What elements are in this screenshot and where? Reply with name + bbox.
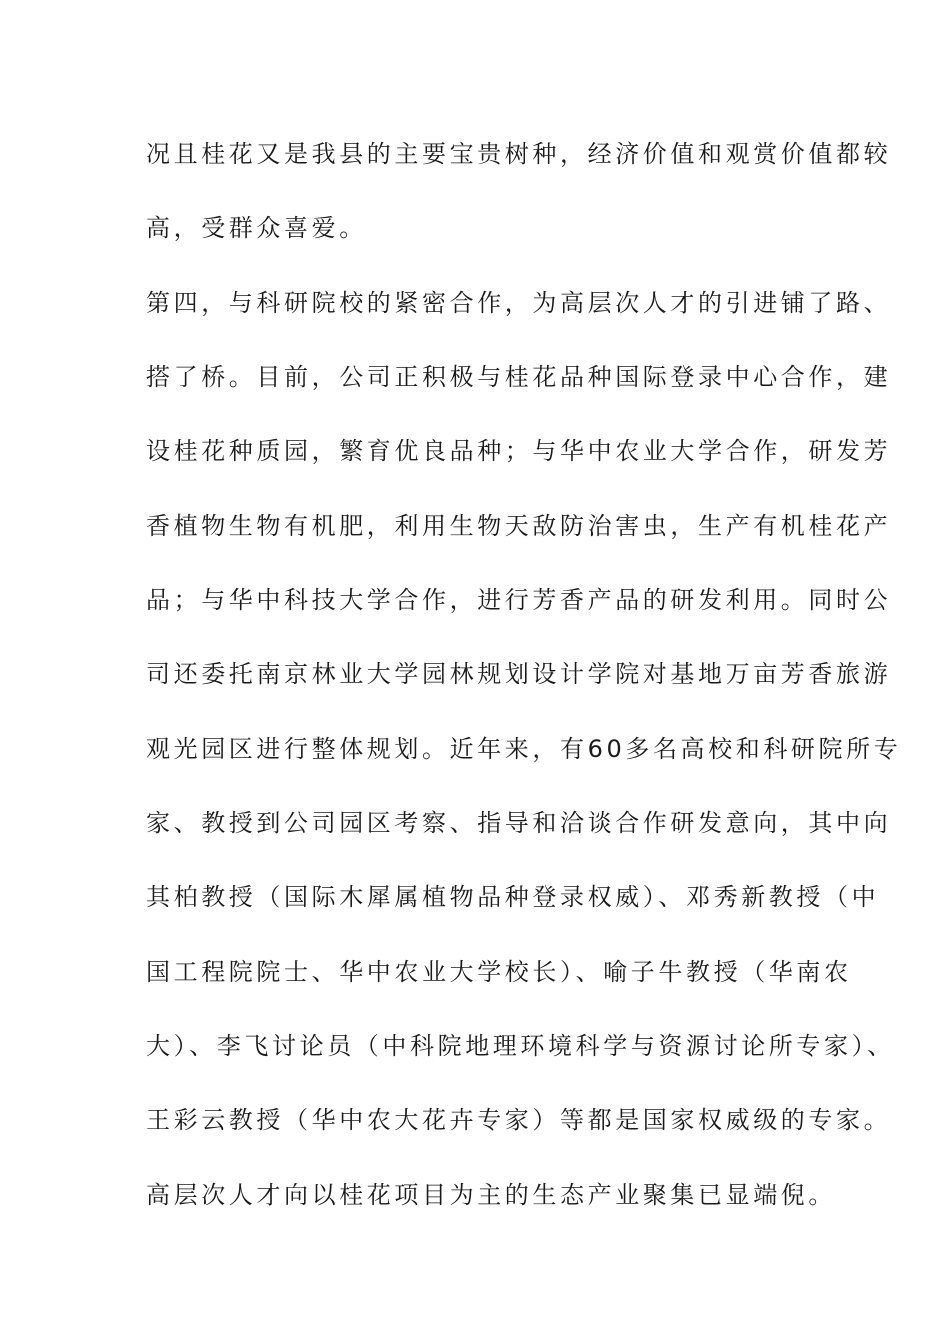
paragraph-line: 高层次人才向以桂花项目为主的生态产业聚集已显端倪。 bbox=[146, 1181, 836, 1209]
paragraph-line: 高，受群众喜爱。 bbox=[146, 214, 367, 242]
paragraph-line: 况且桂花又是我县的主要宝贵树种，经济价值和观赏价值都较 bbox=[146, 140, 892, 168]
paragraph-line: 设桂花种质园，繁育优良品种；与华中农业大学合作，研发芳 bbox=[146, 437, 892, 465]
paragraph-line: 其柏教授（国际木犀属植物品种登录权威）、邓秀新教授（中 bbox=[146, 883, 880, 911]
paragraph-line: 司还委托南京林业大学园林规划设计学院对基地万亩芳香旅游 bbox=[146, 660, 892, 688]
paragraph-line: 王彩云教授（华中农大花卉专家）等都是国家权威级的专家。 bbox=[146, 1106, 892, 1134]
paragraph-line: 香植物生物有机肥，利用生物天敌防治害虫，生产有机桂花产 bbox=[146, 512, 892, 540]
paragraph-line: 第四，与科研院校的紧密合作，为高层次人才的引进铺了路、 bbox=[146, 289, 892, 317]
paragraph-line: 大）、李飞讨论员（中科院地理环境科学与资源讨论所专家）、 bbox=[146, 1032, 895, 1060]
paragraph-line: 国工程院院士、华中农业大学校长）、喻子牛教授（华南农 bbox=[146, 958, 852, 986]
paragraph-line: 搭了桥。目前，公司正积极与桂花品种国际登录中心合作，建 bbox=[146, 363, 892, 391]
paragraph-line: 家、教授到公司园区考察、指导和洽谈合作研发意向，其中向 bbox=[146, 809, 892, 837]
paragraph-line: 品；与华中科技大学合作，进行芳香产品的研发利用。同时公 bbox=[146, 586, 892, 614]
paragraph-line: 观光园区进行整体规划。近年来，有60多名高校和科研院所专 bbox=[146, 735, 902, 763]
